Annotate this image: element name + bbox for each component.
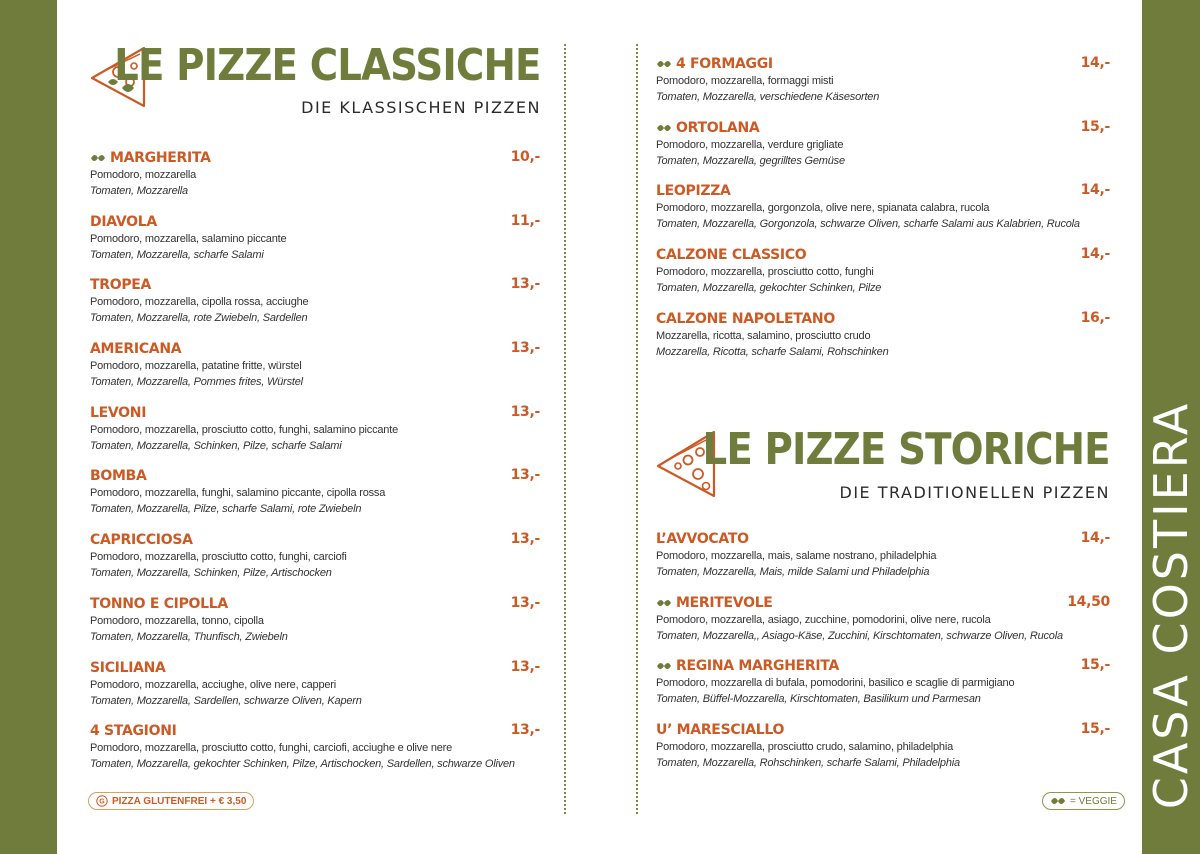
storiche-subtitle: DIE TRADITIONELLEN PIZZEN xyxy=(839,483,1110,502)
ingredients-italian: Pomodoro, mozzarella, verdure grigliate xyxy=(656,138,844,151)
ingredients-german: Tomaten, Mozzarella, Sardellen, schwarze Oliven, Kapern xyxy=(90,694,362,707)
pizza-price: 13,- xyxy=(510,722,540,739)
pizza-name: MARGHERITA xyxy=(110,150,211,166)
storiche-menu-list xyxy=(656,530,1110,785)
pizza-price: 15,- xyxy=(1080,721,1110,738)
pizza-price: 13,- xyxy=(510,467,540,484)
ingredients-german: Tomaten, Mozzarella, Pilze, scharfe Salami, rote Zwiebeln xyxy=(90,503,362,516)
pizza-price: 13,- xyxy=(510,531,540,548)
ingredients-italian: Pomodoro, mozzarella, cipolla rossa, acciughe xyxy=(90,296,309,309)
menu-item xyxy=(90,340,540,404)
ingredients-italian: Pomodoro, mozzarella di bufala, pomodorini, basilico e scaglie di parmigiano xyxy=(656,677,1015,690)
pizza-name: CAPRICCIOSA xyxy=(90,532,193,549)
menu-item xyxy=(90,659,540,723)
pizza-name: L’AVVOCATO xyxy=(656,531,749,547)
ingredients-german: Tomaten, Mozzarella, Pommes frites, Würstel xyxy=(90,376,303,389)
pizza-name: BOMBA xyxy=(90,468,147,485)
ingredients-german: Tomaten, Mozzarella, Mais, milde Salami und Philadelphia xyxy=(656,566,930,578)
pizza-name: LEOPIZZA xyxy=(656,183,731,200)
ingredients-italian: Pomodoro, mozzarella, patatine fritte, würstel xyxy=(90,360,302,373)
brand-logo-text: CASA COSTIERA xyxy=(1144,400,1198,810)
menu-item xyxy=(90,276,540,340)
menu-item xyxy=(656,657,1110,721)
ingredients-italian: Pomodoro, mozzarella, prosciutto cotto, funghi, carciofi, acciughe e olive nere xyxy=(90,742,453,755)
pizza-name: LEVONI xyxy=(90,404,147,421)
storiche-title: LE PIZZE STORICHE xyxy=(702,424,1110,475)
menu-item xyxy=(656,594,1110,658)
gluten-free-label: PIZZA GLUTENFREI + € 3,50 xyxy=(112,795,247,807)
pizza-price: 14,50 xyxy=(1067,593,1110,610)
ingredients-italian: Pomodoro, mozzarella, tonno, cipolla xyxy=(90,614,264,627)
pizza-price: 14,- xyxy=(1080,55,1110,71)
leaf-icon xyxy=(656,597,672,609)
menu-item xyxy=(90,595,540,659)
pizza-name: CALZONE NAPOLETANO xyxy=(656,310,835,327)
ingredients-german: Tomaten, Mozzarella, Schinken, Pilze, scharfe Salami xyxy=(90,439,342,452)
ingredients-german: Tomaten, Mozzarella, Gorgonzola, schwarze Oliven, scharfe Salami aus Kalabrien, Rucola xyxy=(656,218,1080,231)
pizza-price: 14,- xyxy=(1080,182,1110,199)
menu-item xyxy=(90,213,540,277)
pizza-name: TROPEA xyxy=(90,277,152,294)
ingredients-german: Tomaten, Mozzarella, gekochter Schinken, Pilze xyxy=(656,282,882,295)
pizza-name: 4 FORMAGGI xyxy=(676,56,773,72)
menu-item xyxy=(90,531,540,595)
ingredients-italian: Pomodoro, mozzarella, funghi, salamino piccante, cipolla rossa xyxy=(90,487,386,500)
menu-item xyxy=(90,404,540,468)
pizza-price: 15,- xyxy=(1080,118,1110,135)
leaf-icon xyxy=(656,660,672,672)
menu-item xyxy=(656,310,1110,374)
leaf-icon xyxy=(656,122,672,134)
veggie-legend-label: = VEGGIE xyxy=(1070,795,1117,807)
ingredients-italian: Pomodoro, mozzarella, prosciutto cotto, funghi, carciofi xyxy=(90,551,347,564)
classiche-title: LE PIZZE CLASSICHE xyxy=(114,40,541,91)
menu-item xyxy=(90,467,540,531)
menu-item xyxy=(656,119,1110,183)
pizza-name: DIAVOLA xyxy=(90,213,157,230)
menu-item xyxy=(656,530,1110,594)
dotted-divider-left xyxy=(564,44,566,814)
leaf-icon xyxy=(90,152,106,164)
ingredients-italian: Pomodoro, mozzarella, salamino piccante xyxy=(90,232,287,245)
ingredients-german: Tomaten, Mozzarella, gegrilltes Gemüse xyxy=(656,154,845,167)
pizza-price: 14,- xyxy=(1080,246,1110,263)
ingredients-german: Tomaten, Mozzarella xyxy=(90,185,188,197)
pizza-price: 13,- xyxy=(510,276,540,293)
menu-item xyxy=(656,55,1110,119)
menu-item xyxy=(90,149,540,213)
left-green-band xyxy=(0,0,57,854)
pizza-price: 15,- xyxy=(1080,657,1110,674)
dotted-divider-right xyxy=(636,44,638,814)
ingredients-german: Tomaten, Mozzarella, Rohschinken, scharfe Salami, Philadelphia xyxy=(656,757,960,770)
ingredients-german: Tomaten, Mozzarella,, Asiago-Käse, Zucchini, Kirschtomaten, schwarze Oliven, Rucola xyxy=(656,629,1063,642)
pizza-name: CALZONE CLASSICO xyxy=(656,247,807,264)
menu-item xyxy=(90,722,540,786)
ingredients-german: Tomaten, Mozzarella, gekochter Schinken, Pilze, Artischocken, Sardellen, schwarze Oliven xyxy=(90,758,515,771)
ingredients-italian: Pomodoro, mozzarella, mais, salame nostrano, philadelphia xyxy=(656,550,937,562)
gluten-free-badge xyxy=(88,792,254,810)
pizza-name: 4 STAGIONI xyxy=(90,723,177,740)
pizza-price: 10,- xyxy=(510,149,540,165)
svg-text:G: G xyxy=(99,798,105,806)
pizza-price: 13,- xyxy=(510,658,540,675)
leaf-icon xyxy=(1050,795,1066,807)
ingredients-italian: Mozzarella, ricotta, salamino, prosciutto crudo xyxy=(656,329,871,342)
classiche-more-menu-list xyxy=(656,55,1110,373)
ingredients-german: Mozzarella, Ricotta, scharfe Salami, Rohschinken xyxy=(656,345,889,358)
ingredients-german: Tomaten, Mozzarella, Schinken, Pilze, Artischocken xyxy=(90,567,332,580)
pizza-price: 13,- xyxy=(510,594,540,611)
pizza-name: TONNO E CIPOLLA xyxy=(90,595,228,612)
pizza-price: 16,- xyxy=(1080,309,1110,326)
classiche-menu-list xyxy=(90,149,540,786)
ingredients-italian: Pomodoro, mozzarella, prosciutto crudo, salamino, philadelphia xyxy=(656,741,953,754)
pizza-name: MERITEVOLE xyxy=(676,594,773,611)
pizza-price: 14,- xyxy=(1080,530,1110,546)
ingredients-italian: Pomodoro, mozzarella, acciughe, olive nere, capperi xyxy=(90,678,336,691)
veggie-legend-badge xyxy=(1042,792,1125,810)
pizza-name: REGINA MARGHERITA xyxy=(676,658,839,675)
leaf-icon xyxy=(656,58,672,70)
menu-item xyxy=(656,246,1110,310)
ingredients-italian: Pomodoro, mozzarella xyxy=(90,169,197,181)
gluten-free-icon xyxy=(96,795,108,807)
ingredients-italian: Pomodoro, mozzarella, asiago, zucchine, pomodorini, olive nere, rucola xyxy=(656,613,991,626)
pizza-price: 11,- xyxy=(510,212,540,229)
ingredients-german: Tomaten, Mozzarella, Thunfisch, Zwiebeln xyxy=(90,630,288,643)
ingredients-german: Tomaten, Mozzarella, rote Zwiebeln, Sardellen xyxy=(90,312,308,325)
pizza-name: ORTOLANA xyxy=(676,119,760,136)
pizza-price: 13,- xyxy=(510,403,540,420)
ingredients-german: Tomaten, Büffel-Mozzarella, Kirschtomaten, Basilikum und Parmesan xyxy=(656,693,981,706)
menu-item xyxy=(656,182,1110,246)
ingredients-german: Tomaten, Mozzarella, verschiedene Käsesorten xyxy=(656,91,880,103)
pizza-name: AMERICANA xyxy=(90,341,182,358)
pizza-name: SICILIANA xyxy=(90,659,166,676)
classiche-subtitle: DIE KLASSISCHEN PIZZEN xyxy=(301,98,541,117)
ingredients-italian: Pomodoro, mozzarella, formaggi misti xyxy=(656,75,834,87)
menu-item xyxy=(656,721,1110,785)
ingredients-german: Tomaten, Mozzarella, scharfe Salami xyxy=(90,248,264,261)
ingredients-italian: Pomodoro, mozzarella, prosciutto cotto, funghi, salamino piccante xyxy=(90,423,398,436)
pizza-name: U’ MARESCIALLO xyxy=(656,722,785,739)
ingredients-italian: Pomodoro, mozzarella, prosciutto cotto, funghi xyxy=(656,266,874,279)
pizza-price: 13,- xyxy=(510,340,540,357)
ingredients-italian: Pomodoro, mozzarella, gorgonzola, olive nere, spianata calabra, rucola xyxy=(656,202,990,215)
